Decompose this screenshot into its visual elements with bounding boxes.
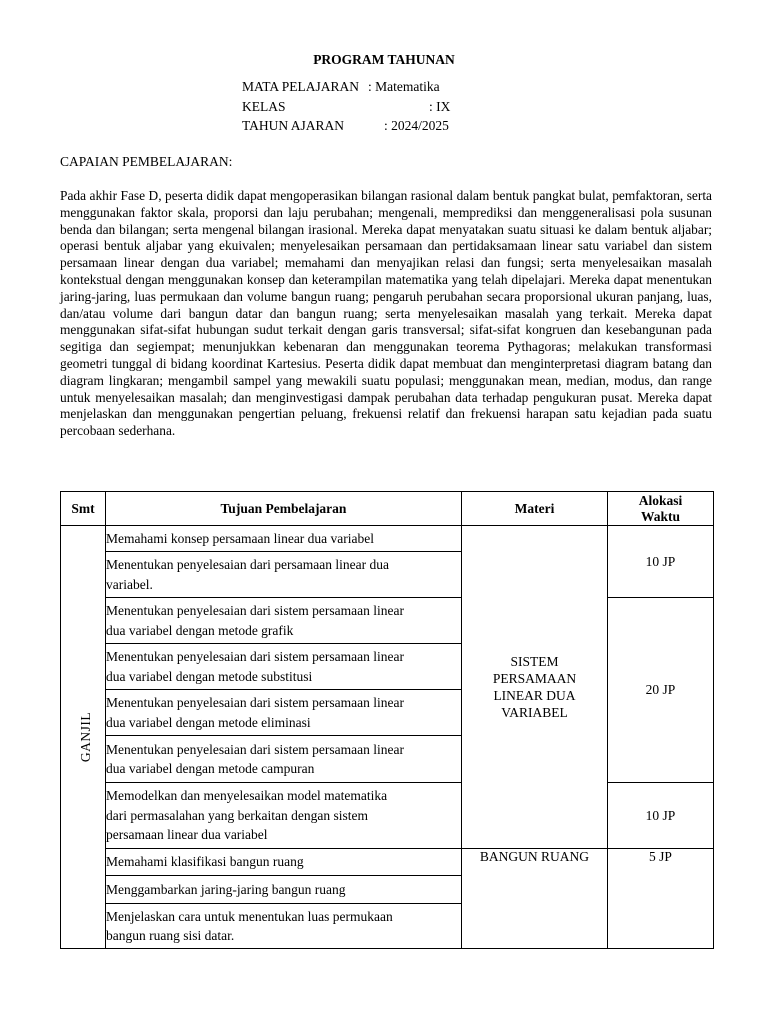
tujuan-cell: [106, 552, 462, 598]
capaian-heading: CAPAIAN PEMBELAJARAN:: [60, 154, 233, 169]
header-alokasi-line1: Alokasi: [638, 492, 683, 508]
tujuan-line: persamaan linear dua variabel: [106, 827, 268, 843]
alokasi-value: 5 JP: [649, 849, 672, 864]
alokasi-value: 20 JP: [645, 682, 676, 697]
tujuan-line: dua variabel dengan metode grafik: [106, 622, 294, 638]
tujuan-line: Menentukan penyelesaian dari sistem persamaan linear: [106, 649, 405, 664]
tujuan-line: Memahami konsep persamaan linear dua variabel: [106, 530, 375, 546]
tujuan-line: dari permasalahan yang berkaitan dengan sistem: [106, 807, 369, 823]
kelas-label: KELAS: [242, 98, 286, 114]
tujuan-line: dua variabel dengan metode campuran: [106, 761, 315, 776]
tahun-ajaran-value: : 2024/2025: [384, 118, 449, 133]
materi-line: VARIABEL: [501, 705, 568, 720]
tujuan-line: dua variabel dengan metode eliminasi: [106, 714, 311, 730]
tujuan-line: Menentukan penyelesaian dari sistem persamaan linear: [106, 695, 405, 710]
materi-line: BANGUN RUANG: [479, 849, 590, 864]
tujuan-cell: [106, 598, 462, 644]
header-materi: Materi: [462, 492, 608, 526]
tujuan-line: Menggambarkan jaring-jaring bangun ruang: [106, 881, 346, 897]
tujuan-line: Menentukan penyelesaian dari sistem persamaan linear: [106, 741, 405, 757]
alokasi-value: 10 JP: [645, 553, 676, 569]
alokasi-cell: [608, 598, 714, 783]
tujuan-cell: [106, 904, 462, 949]
tujuan-line: Menentukan penyelesaian dari sistem persamaan linear: [106, 603, 405, 618]
header-tujuan: Tujuan Pembelajaran: [106, 492, 462, 526]
alokasi-cell: [608, 783, 714, 849]
mata-pelajaran-value: : Matematika: [368, 79, 440, 94]
table-row: [61, 783, 714, 849]
tahun-ajaran-label: TAHUN AJARAN: [242, 118, 345, 133]
tujuan-line: Menentukan penyelesaian dari persamaan linear dua: [106, 557, 389, 572]
semester-label: GANJIL: [78, 711, 94, 763]
mata-pelajaran-label: MATA PELAJARAN: [242, 79, 360, 94]
header-alokasi-line2: Waktu: [640, 508, 681, 524]
tujuan-line: bangun ruang sisi datar.: [106, 928, 235, 943]
materi-line: PERSAMAAN: [492, 671, 577, 686]
header-alokasi: [608, 492, 714, 526]
tujuan-cell: [106, 644, 462, 690]
tujuan-line: Menjelaskan cara untuk menentukan luas permukaan: [106, 908, 393, 924]
table-row: [61, 526, 714, 552]
tujuan-cell: [106, 690, 462, 736]
tujuan-cell: [106, 876, 462, 904]
tujuan-cell: [106, 849, 462, 876]
program-table: [60, 491, 714, 949]
tujuan-line: Memahami klasifikasi bangun ruang: [106, 854, 304, 870]
tujuan-cell: [106, 783, 462, 849]
tujuan-line: Memodelkan dan menyelesaikan model matematika: [106, 788, 388, 804]
materi-spldv-cell: [462, 526, 608, 849]
table-row: [61, 849, 714, 876]
semester-cell: [61, 526, 106, 949]
materi-line: SISTEM: [510, 654, 559, 669]
tujuan-cell: [106, 526, 462, 552]
table-header-row: [61, 492, 714, 526]
materi-line: LINEAR DUA: [493, 688, 576, 703]
alokasi-cell: [608, 849, 714, 949]
table-row: [61, 598, 714, 644]
tujuan-line: dua variabel dengan metode substitusi: [106, 668, 313, 684]
kelas-value: : IX: [429, 98, 451, 114]
tujuan-line: variabel.: [106, 576, 153, 592]
alokasi-value: 10 JP: [645, 807, 676, 823]
alokasi-cell: [608, 526, 714, 598]
capaian-paragraph: Pada akhir Fase D, peserta didik dapat mengoperasikan bilangan rasional dalam bentuk pangkat bulat, pemfaktoran, serta menggunakan faktor skala, proporsi dan laju perubahan; mengenali, memprediksi dan menggeneralisasi pola susunan benda dan bilangan; serta mengenal bilangan irasional. Mereka dapat menyatakan suatu situasi ke dalam bentuk aljabar; operasi bentuk aljabar yang ekuivalen; menyelesaikan persamaan dan pertidaksamaan linear satu variabel dan sistem persamaan linear dengan dua variabel; memahami dan menyajikan relasi dan fungsi; serta menyelesaikan masalah kontekstual dengan menggunakan konsep dan keterampilan matematika yang telah dipelajari. Mereka dapat menentukan jaring-jaring, luas permukaan dan volume bangun ruang; pengaruh perubahan secara proporsional ukuran panjang, luas, dan/atau volume dari bangun datar dan bangun ruang; serta menyelesaikan masalah yang terkait. Mereka dapat menggunakan sifat-sifat hubungan sudut terkait dengan garis transversal; sifat-sifat kongruen dan kesebangunan pada segitiga dan segiempat; menunjukkan kebenaran dan menggunakan teorema Pythagoras; melakukan transformasi geometri tunggal di bidang koordinat Kartesius. Peserta didik dapat membuat dan menginterpretasi diagram batang dan diagram lingkaran; mengambil sampel yang mewakili suatu populasi; menggunakan mean, median, modus, dan range untuk menyelesaikan masalah; dan menginvestigasi dampak perubahan data terhadap pengukuran pusat. Mereka dapat menjelaskan dan menggunakan pengertian peluang, frekuensi relatif dan frekuensi harapan satu kejadian pada suatu percobaan sederhana.: [60, 188, 712, 439]
header-smt: Smt: [61, 492, 106, 526]
tujuan-cell: [106, 736, 462, 783]
page-title: PROGRAM TAHUNAN: [313, 52, 455, 67]
materi-bangun-ruang-cell: [462, 849, 608, 949]
